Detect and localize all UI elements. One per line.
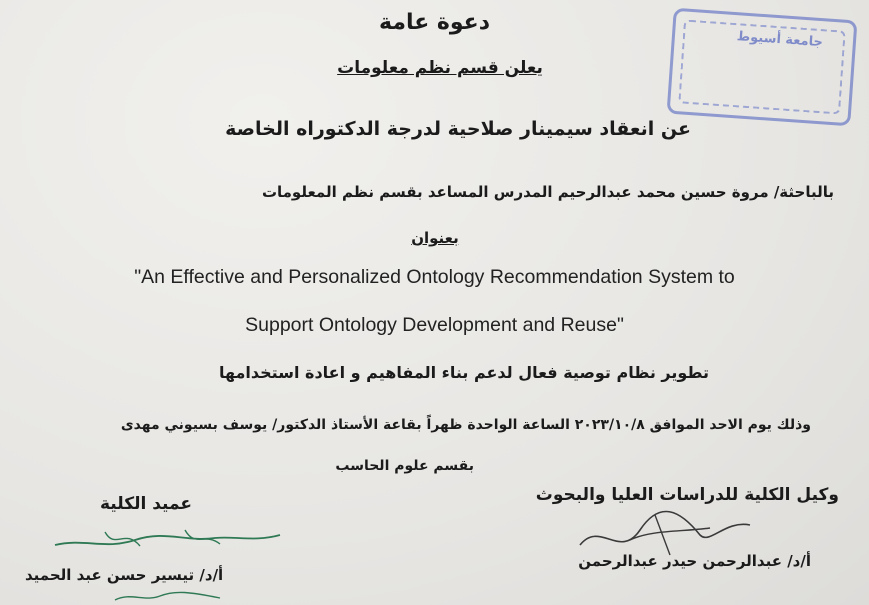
vice-dean-name: أ/د/ عبدالرحمن حيدر عبدالرحمن: [578, 552, 811, 570]
department-hall: بقسم علوم الحاسب: [335, 458, 474, 474]
vice-dean-title: وكيل الكلية للدراسات العليا والبحوث: [535, 485, 839, 505]
english-title-line-1: "An Effective and Personalized Ontology Recommendation System to: [134, 266, 735, 288]
dean-signature: [45, 520, 285, 560]
dean-name: أ/د/ تيسير حسن عبد الحميد: [25, 566, 224, 584]
researcher-line: بالباحثة/ مروة حسين محمد عبدالرحيم المدرس المساعد بقسم نظم المعلومات: [261, 183, 834, 201]
date-location-text: وذلك يوم الاحد الموافق ٢٠٢٣/١٠/٨ الساعة الواحدة ظهراً بقاعة الأستاذ الدكتور/ يوسف بسيوني مهدى: [120, 417, 811, 433]
titled-label: بعنوان: [411, 229, 459, 247]
document-subtitle: يعلن قسم نظم معلومات: [337, 58, 543, 78]
dean-signature-date: [110, 588, 230, 605]
seminar-intro: عن انعقاد سيمينار صلاحية لدرجة الدكتوراه الخاصة: [225, 118, 691, 140]
dean-title: عميد الكلية: [100, 494, 192, 514]
document-title: دعوة عامة: [378, 10, 490, 35]
stamp-text: جامعة أسيوط: [736, 29, 824, 51]
english-title-line-2: Support Ontology Development and Reuse": [245, 314, 624, 336]
university-stamp: [667, 8, 858, 127]
arabic-title: تطوير نظام توصية فعال لدعم بناء المفاهيم و اعادة استخدامها: [218, 363, 709, 382]
